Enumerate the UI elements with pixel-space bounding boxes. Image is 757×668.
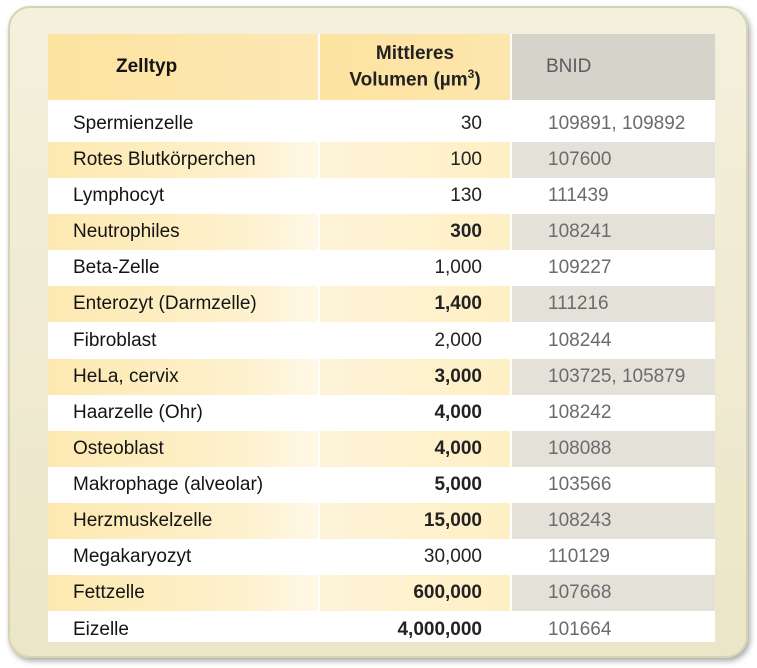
table-row xyxy=(48,467,715,503)
header-volume xyxy=(320,34,510,100)
table-row xyxy=(48,142,715,178)
cell-volume: 1,400 xyxy=(320,286,510,322)
header-volume-line1: Mittleres xyxy=(375,42,455,64)
cell-type: Fettzelle xyxy=(48,575,318,611)
table-row xyxy=(48,395,715,431)
header-cell-type: Zelltyp xyxy=(48,34,318,100)
cell-bnid: 107668 xyxy=(512,575,715,611)
cell-volume: 15,000 xyxy=(320,503,510,539)
cell-type: Haarzelle (Ohr) xyxy=(73,402,203,423)
header-volume-superscript: 3 xyxy=(467,67,475,82)
cell-bnid: 109227 xyxy=(548,257,612,278)
table-row xyxy=(48,323,715,359)
cell-volume: 30,000 xyxy=(423,546,482,567)
cell-type: Neutrophiles xyxy=(48,214,318,250)
cell-volume: 1,000 xyxy=(434,257,482,278)
cell-type: Makrophage (alveolar) xyxy=(73,474,264,495)
table-row xyxy=(48,503,715,539)
cell-bnid: 108243 xyxy=(512,503,715,539)
cell-type: Herzmuskelzelle xyxy=(48,503,318,539)
cell-type: Spermienzelle xyxy=(73,113,194,134)
cell-type: Lymphocyt xyxy=(73,185,165,206)
cell-bnid: 103566 xyxy=(548,474,612,495)
cell-volume: 3,000 xyxy=(320,359,510,395)
cell-volume: 2,000 xyxy=(434,330,482,351)
cell-bnid: 108088 xyxy=(512,431,715,467)
cell-volume: 130 xyxy=(450,185,482,206)
table-row xyxy=(48,106,715,142)
table-row xyxy=(48,178,715,214)
cell-bnid: 108241 xyxy=(512,214,715,250)
cell-type: Megakaryozyt xyxy=(73,546,192,567)
cell-volume: 4,000,000 xyxy=(397,619,482,640)
cell-type: Eizelle xyxy=(73,619,129,640)
cell-bnid: 108242 xyxy=(548,402,612,423)
cell-volume: 4,000 xyxy=(434,402,482,423)
cell-type: Beta-Zelle xyxy=(73,257,160,278)
cell-type: Osteoblast xyxy=(48,431,318,467)
cell-type: HeLa, cervix xyxy=(48,359,318,395)
cell-bnid: 108244 xyxy=(548,330,612,351)
cell-type: Enterozyt (Darmzelle) xyxy=(48,286,318,322)
table-row xyxy=(48,575,715,611)
cell-bnid: 103725, 105879 xyxy=(512,359,715,395)
table-row xyxy=(48,250,715,286)
cell-bnid: 110129 xyxy=(548,546,610,567)
cell-volume: 100 xyxy=(320,142,510,178)
cell-volume: 300 xyxy=(320,214,510,250)
cell-bnid: 101664 xyxy=(548,619,612,640)
cell-volume: 4,000 xyxy=(320,431,510,467)
header-bnid: BNID xyxy=(512,34,715,100)
cell-type: Fibroblast xyxy=(73,330,157,351)
header-volume-line2: Volumen (µm$^3$) xyxy=(349,67,481,91)
table-row xyxy=(48,214,715,250)
cell-bnid: 109891, 109892 xyxy=(548,113,686,134)
cell-bnid: 107600 xyxy=(512,142,715,178)
cell-bnid: 111216 xyxy=(512,286,715,322)
table-row xyxy=(48,612,715,648)
cell-volume: 5,000 xyxy=(434,474,482,495)
table-row xyxy=(48,286,715,322)
cell-volume: 30 xyxy=(460,113,482,134)
cell-type: Rotes Blutkörperchen xyxy=(48,142,318,178)
table-row xyxy=(48,539,715,575)
cell-volume: 600,000 xyxy=(320,575,510,611)
cell-bnid: 111439 xyxy=(548,185,609,206)
table-row xyxy=(48,359,715,395)
table-row xyxy=(48,431,715,467)
cell-volume-table xyxy=(48,34,715,642)
table-header-row xyxy=(48,34,715,100)
